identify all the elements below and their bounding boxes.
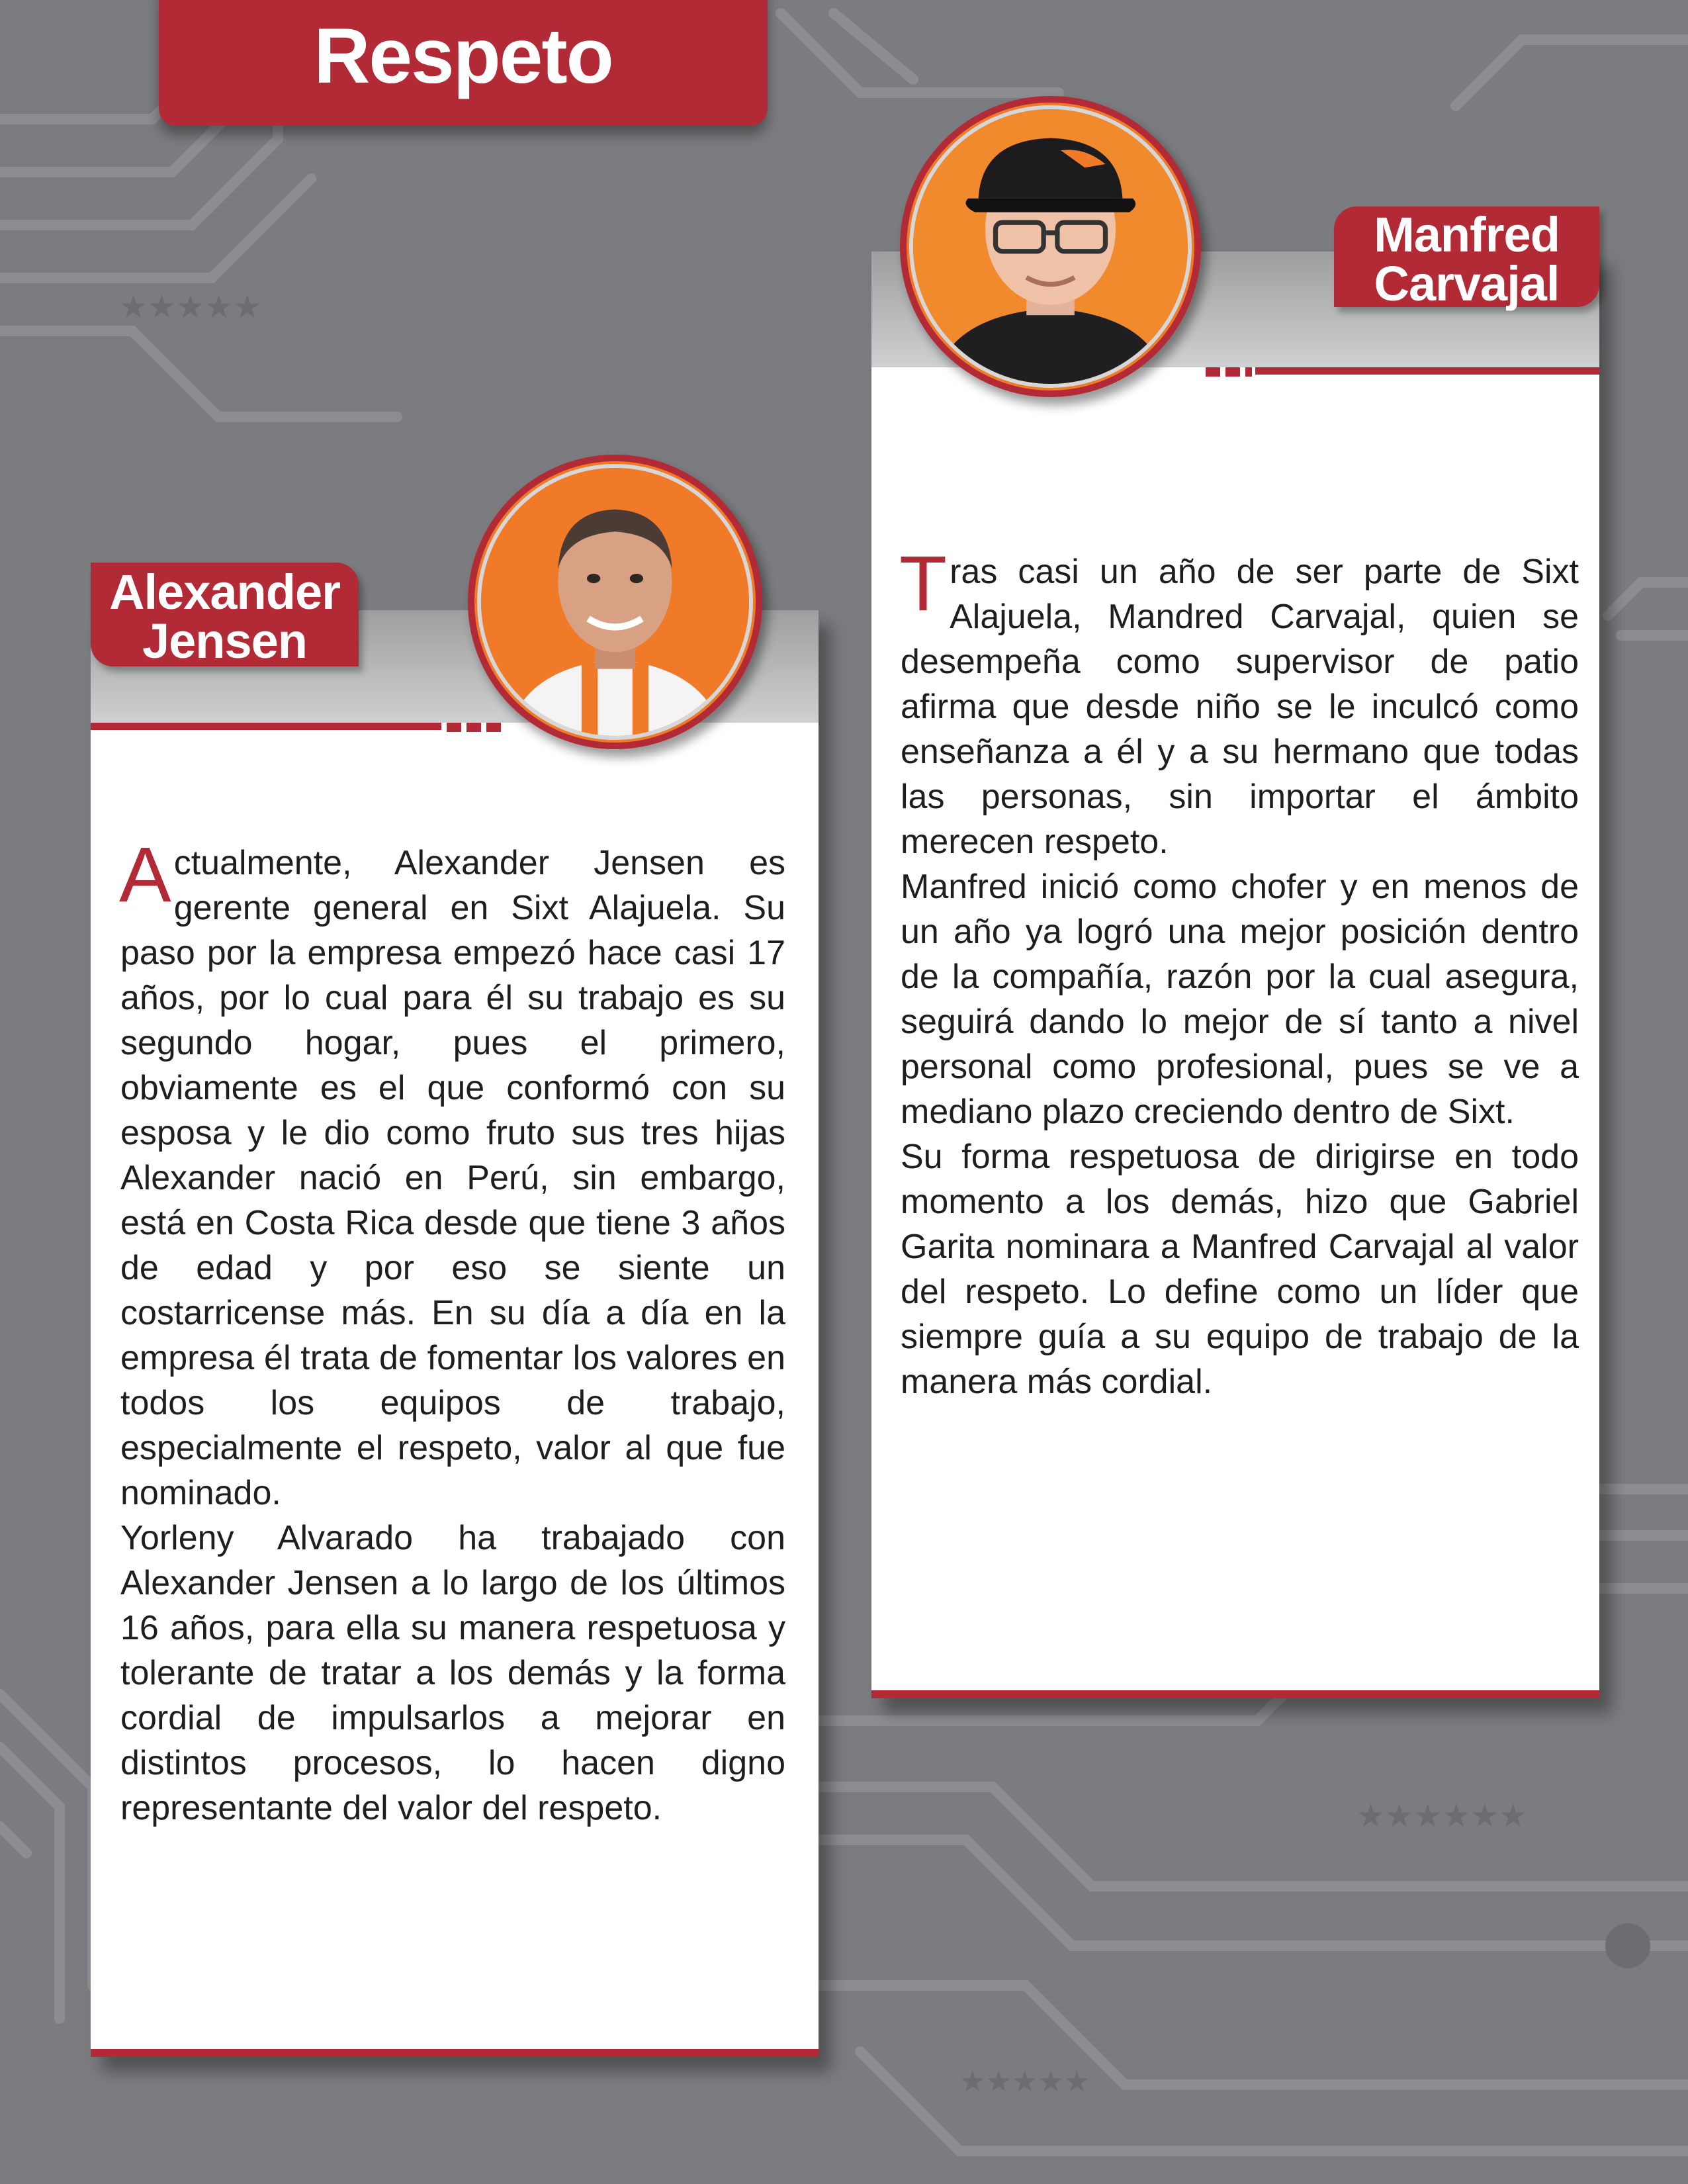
card-bottom-line xyxy=(871,1690,1599,1698)
avatar-manfred xyxy=(900,96,1201,397)
paragraph xyxy=(119,831,785,1516)
paragraph-text: ctualmente, Alexander Jensen es gerente general en Sixt Alajuela. Su paso por la empresa empezó hace casi 17 años, por lo cual para él su trabajo es su segundo hogar, pues el primero, obviamente es el que conformó con su esposa y le dio como fruto sus tres hijas Alexander nació en Perú, sin embargo, está en Costa Rica desde que tiene 3 años de edad y por eso se siente un costarricense más. En su día a día en la empresa él trata de fomentar los valores en todos los equipos de trabajo, especialmente el respeto, valor al que fue nominado. xyxy=(120,844,785,1512)
name-line-last: Jensen xyxy=(142,614,308,668)
name-tag-manfred xyxy=(1334,206,1599,311)
card-header-line xyxy=(91,723,441,730)
card-header-dash xyxy=(486,723,501,732)
svg-text:★★★★★: ★★★★★ xyxy=(119,289,262,326)
paragraph xyxy=(899,540,1579,864)
card-header-dash xyxy=(1225,367,1240,377)
paragraph: Su forma respetuosa de dirigirse en todo momento a los demás, hizo que Gabriel Garita nominara a Manfred Carvajal al valor del respeto. Lo define como un líder que siempre guía a su equipo de trabajo de la manera más cordial. xyxy=(901,1138,1579,1401)
person-photo-icon xyxy=(909,105,1192,388)
card-header-dash xyxy=(1245,367,1252,377)
profile-text-alexander xyxy=(119,831,785,1831)
dropcap-letter: A xyxy=(119,831,171,919)
paragraph-text: ras casi un año de ser parte de Sixt Alajuela, Mandred Carvajal, quien se desempeña como supervisor de patio afirma que desde niño se le inculcó como enseñanza a él y a su hermano que todas las personas, sin importar el ámbito merecen respeto. xyxy=(901,553,1579,861)
name-line-first: Alexander xyxy=(109,565,340,619)
dropcap-letter: T xyxy=(899,540,948,627)
profile-text-manfred xyxy=(899,540,1579,1404)
page-title: Respeto xyxy=(314,13,613,100)
paragraph: Yorleny Alvarado ha trabajado con Alexander Jensen a lo largo de los últimos 16 años, para ella su manera respetuosa y tolerante de tratar a los demás y la forma cordial de impulsarlos a mejorar en distintos procesos, lo hacen digno representante del valor del respeto. xyxy=(120,1519,785,1827)
name-line-first: Manfred xyxy=(1374,207,1560,262)
svg-text:★★★★★: ★★★★★ xyxy=(959,2065,1090,2099)
card-header-dash xyxy=(466,723,481,732)
card-header-line xyxy=(1255,367,1599,375)
name-tag-alexander xyxy=(91,563,359,666)
title-tab xyxy=(159,0,768,126)
card-bottom-line xyxy=(91,2049,819,2057)
person-photo-icon xyxy=(477,464,753,740)
card-header-dash xyxy=(1206,367,1220,377)
svg-text:★★★★★★: ★★★★★★ xyxy=(1356,1797,1528,1835)
paragraph: Manfred inició como chofer y en menos de un año ya logró una mejor posición dentro de la compañía, razón por la cual asegura, seguirá dando lo mejor de sí tanto a nivel personal como profesional, pues se ve a mediano plazo creciendo dentro de Sixt. xyxy=(901,868,1579,1131)
card-header-dash xyxy=(447,723,461,732)
name-line-last: Carvajal xyxy=(1374,256,1560,311)
avatar-alexander xyxy=(468,455,762,749)
